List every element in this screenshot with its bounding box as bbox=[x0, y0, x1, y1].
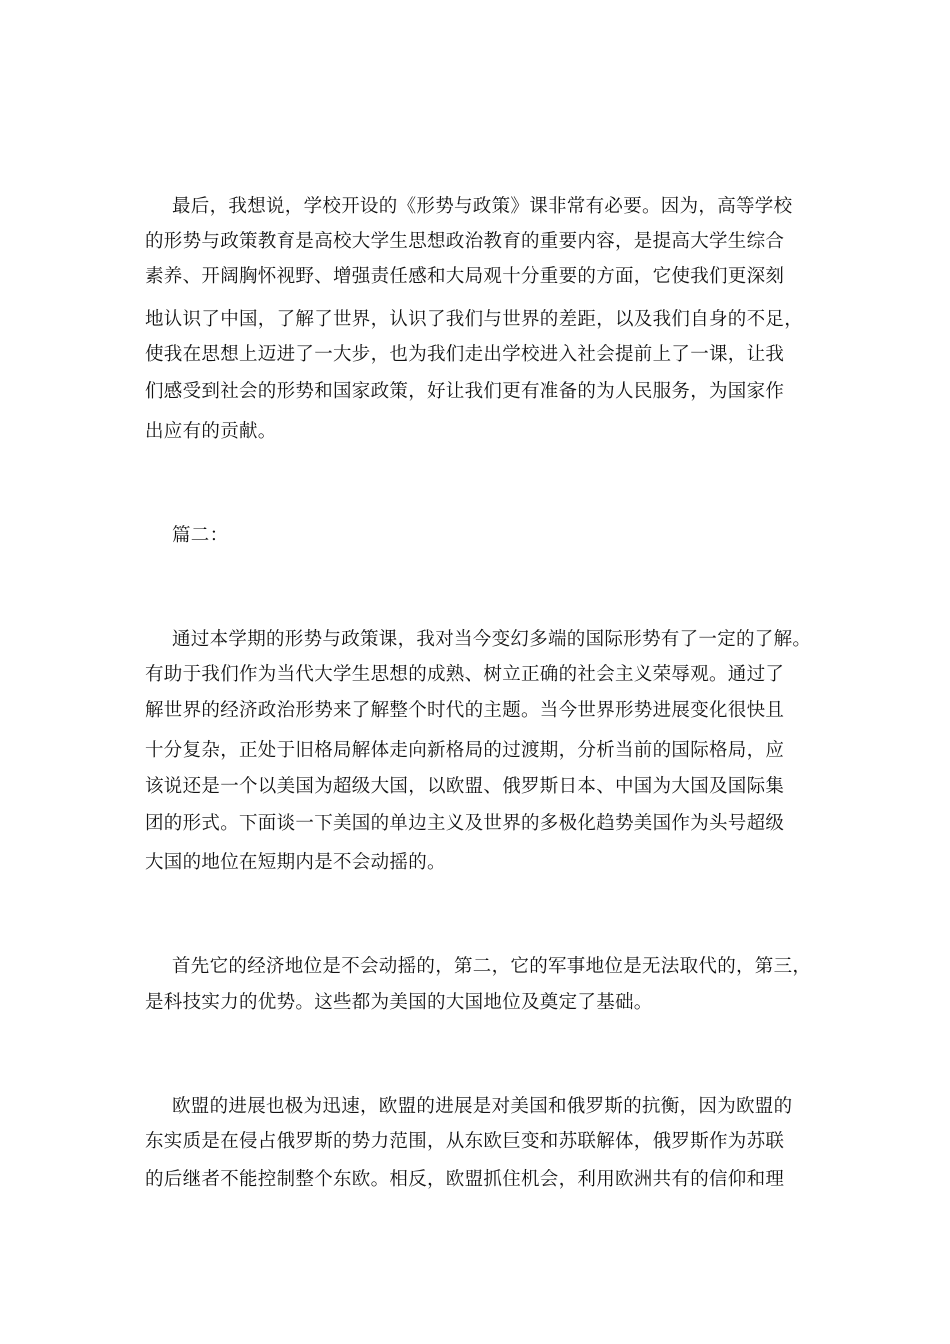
text-line: 首先它的经济地位是不会动摇的，第二，它的军事地位是无法取代的，第三， bbox=[172, 956, 812, 977]
text-line: 素养、开阔胸怀视野、增强责任感和大局观十分重要的方面，它使我们更深刻 bbox=[145, 266, 785, 287]
text-line: 通过本学期的形势与政策课，我对当今变幻多端的国际形势有了一定的了解。 bbox=[172, 629, 812, 650]
text-line: 们感受到社会的形势和国家政策，好让我们更有准备的为人民服务，为国家作 bbox=[145, 381, 785, 402]
text-line: 东实质是在侵占俄罗斯的势力范围，从东欧巨变和苏联解体，俄罗斯作为苏联 bbox=[145, 1131, 785, 1152]
text-line: 地认识了中国，了解了世界，认识了我们与世界的差距，以及我们自身的不足， bbox=[145, 309, 804, 330]
text-line: 的后继者不能控制整个东欧。相反，欧盟抓住机会，利用欧洲共有的信仰和理 bbox=[145, 1169, 785, 1190]
text-line: 是科技实力的优势。这些都为美国的大国地位及奠定了基础。 bbox=[145, 992, 653, 1013]
text-line: 该说还是一个以美国为超级大国，以欧盟、俄罗斯日本、中国为大国及国际集 bbox=[145, 776, 785, 797]
text-line: 团的形式。下面谈一下美国的单边主义及世界的多极化趋势美国作为头号超级 bbox=[145, 813, 785, 834]
text-line: 十分复杂，正处于旧格局解体走向新格局的过渡期，分析当前的国际格局，应 bbox=[145, 740, 785, 761]
text-line: 的形势与政策教育是高校大学生思想政治教育的重要内容，是提高大学生综合 bbox=[145, 231, 785, 252]
text-line: 大国的地位在短期内是不会动摇的。 bbox=[145, 852, 446, 873]
text-line: 欧盟的进展也极为迅速，欧盟的进展是对美国和俄罗斯的抗衡，因为欧盟的 bbox=[172, 1096, 793, 1117]
text-line: 解世界的经济政治形势来了解整个时代的主题。当今世界形势进展变化很快且 bbox=[145, 700, 785, 721]
text-line: 最后，我想说，学校开设的《形势与政策》课非常有必要。因为，高等学校 bbox=[172, 196, 793, 217]
section-heading-text: 篇二： bbox=[172, 525, 229, 546]
text-line: 使我在思想上迈进了一大步，也为我们走出学校进入社会提前上了一课，让我 bbox=[145, 344, 785, 365]
text-line: 有助于我们作为当代大学生思想的成熟、树立正确的社会主义荣辱观。通过了 bbox=[145, 664, 785, 685]
text-line: 出应有的贡献。 bbox=[145, 421, 277, 442]
